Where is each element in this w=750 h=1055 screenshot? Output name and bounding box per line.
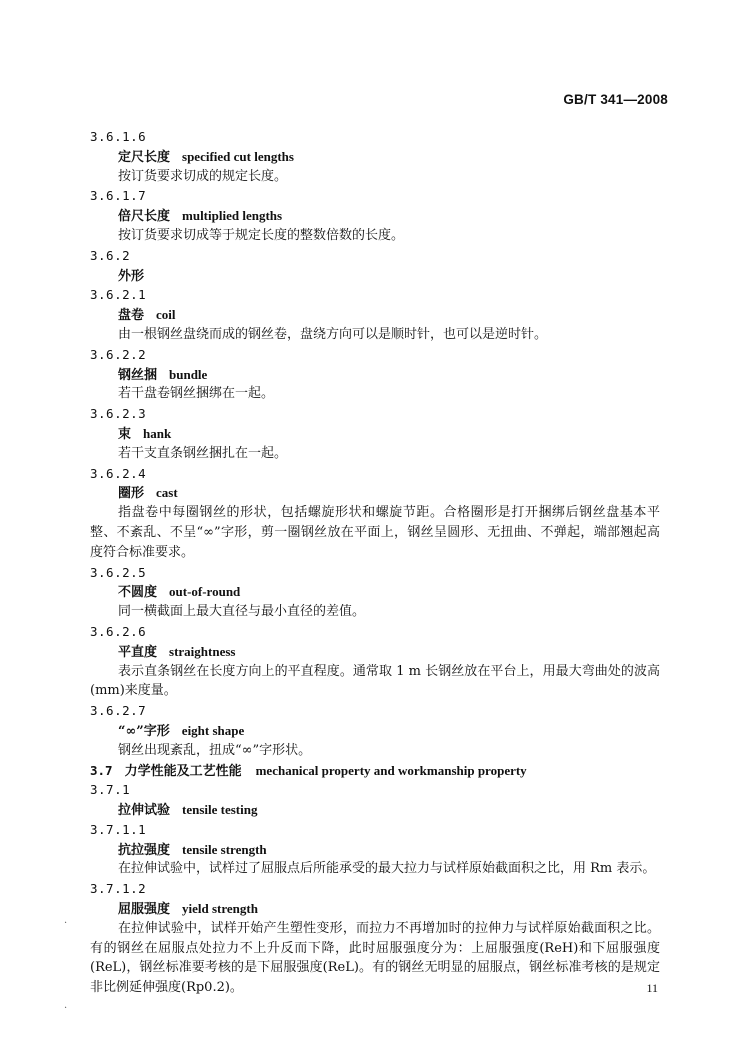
clause-number: 3.7.1 bbox=[90, 782, 131, 798]
clause-number: 3.6.2.3 bbox=[90, 406, 147, 422]
term-chinese: 屈服强度 bbox=[118, 902, 171, 918]
term-definition: 由一根钢丝盘绕而成的钢丝卷，盘绕方向可以是顺时针，也可以是逆时针。 bbox=[118, 326, 548, 342]
margin-mark: · bbox=[64, 918, 68, 929]
term-definition: 若干支直条钢丝捆扎在一起。 bbox=[118, 445, 288, 461]
term-chinese: 抗拉强度 bbox=[118, 842, 171, 858]
clause-number: 3.6.1.6 bbox=[90, 129, 147, 144]
clause-number: 3.6.2.2 bbox=[90, 346, 147, 362]
section-title-chinese: 力学性能及工艺性能 bbox=[124, 763, 242, 779]
term-chinese: “∞”字形 bbox=[118, 723, 170, 739]
term-english: specified cut lengths bbox=[182, 148, 294, 164]
document-body bbox=[90, 127, 660, 998]
term-entry bbox=[90, 206, 660, 226]
term-entry bbox=[90, 899, 660, 919]
term-chinese: 拉伸试验 bbox=[118, 803, 171, 819]
standard-code: GB/T 341—2008 bbox=[563, 92, 668, 107]
clause-number: 3.6.2.7 bbox=[90, 703, 147, 719]
term-english: cast bbox=[156, 485, 178, 501]
term-english: out-of-round bbox=[169, 584, 241, 600]
term-english: tensile strength bbox=[182, 841, 267, 857]
clause-number: 3.6.1.7 bbox=[90, 188, 147, 204]
term-definition: 在拉伸试验中，试样开始产生塑性变形，而拉力不再增加时的拉伸力与试样原始截面积之比。有的钢丝在屈服点处拉力不上升反而下降，此时屈服强度分为：上屈服强度(ReH)和下屈服强度(ReL)，钢丝标准要考核的是下屈服强度(ReL)。有的钢丝无明显的屈服点，钢丝标准考核的是规定非比例延伸强度(Rp0.2)。 bbox=[90, 920, 660, 996]
term-entry bbox=[90, 424, 660, 444]
margin-mark: · bbox=[64, 1003, 68, 1014]
term-entry bbox=[90, 147, 660, 167]
term-chinese: 定尺长度 bbox=[118, 149, 171, 165]
term-entry bbox=[90, 840, 660, 860]
term-definition: 指盘卷中每圈钢丝的形状，包括螺旋形状和螺旋节距。合格圈形是打开捆绑后钢丝盘基本平整、不紊乱、不呈“∞”字形，剪一圈钢丝放在平面上，钢丝呈圆形、无扭曲、不弹起，端部翘起高度符合标准要求。 bbox=[90, 505, 660, 560]
term-english: hank bbox=[143, 425, 172, 441]
term-chinese: 不圆度 bbox=[118, 585, 158, 601]
term-entry bbox=[90, 800, 660, 820]
section-heading bbox=[90, 761, 660, 781]
term-english: tensile testing bbox=[182, 802, 258, 818]
term-chinese: 外形 bbox=[118, 268, 145, 284]
term-chinese: 钢丝捆 bbox=[118, 367, 158, 383]
section-number: 3.7 bbox=[90, 762, 113, 778]
term-entry bbox=[90, 266, 660, 286]
term-english: bundle bbox=[169, 366, 208, 382]
clause-number: 3.6.2.4 bbox=[90, 465, 147, 481]
clause-number: 3.7.1.2 bbox=[90, 881, 147, 897]
term-chinese: 盘卷 bbox=[118, 308, 145, 324]
term-definition: 同一横截面上最大直径与最小直径的差值。 bbox=[118, 604, 366, 620]
term-definition: 按订货要求切成等于规定长度的整数倍数的长度。 bbox=[118, 227, 405, 243]
term-entry bbox=[90, 582, 660, 602]
term-entry bbox=[90, 483, 660, 503]
section-title-english: mechanical property and workmanship property bbox=[255, 762, 527, 778]
clause-number: 3.6.2.1 bbox=[90, 287, 147, 303]
term-chinese: 束 bbox=[118, 426, 132, 442]
term-english: yield strength bbox=[182, 901, 258, 917]
term-entry bbox=[90, 721, 660, 741]
term-definition: 在拉伸试验中，试样过了屈服点后所能承受的最大拉力与试样原始截面积之比，用 Rm 表示。 bbox=[118, 861, 656, 877]
term-chinese: 倍尺长度 bbox=[118, 209, 171, 225]
term-english: multiplied lengths bbox=[182, 208, 283, 224]
clause-number: 3.7.1.1 bbox=[90, 821, 147, 837]
term-english: eight shape bbox=[181, 722, 245, 738]
clause-number: 3.6.2.6 bbox=[90, 623, 147, 639]
term-definition: 钢丝出现紊乱，扭成“∞”字形状。 bbox=[118, 742, 312, 758]
term-chinese: 平直度 bbox=[118, 644, 158, 660]
term-english: straightness bbox=[169, 643, 236, 659]
term-definition: 按订货要求切成的规定长度。 bbox=[118, 168, 288, 184]
page-number: 11 bbox=[646, 981, 658, 995]
clause-number: 3.6.2.5 bbox=[90, 564, 147, 580]
clause-number: 3.6.2 bbox=[90, 247, 131, 263]
term-entry bbox=[90, 305, 660, 325]
term-chinese: 圈形 bbox=[118, 486, 145, 502]
term-entry bbox=[90, 642, 660, 662]
term-definition: 若干盘卷钢丝捆绑在一起。 bbox=[118, 386, 275, 402]
term-english: coil bbox=[156, 307, 176, 323]
term-definition: 表示直条钢丝在长度方向上的平直程度。通常取 1 m 长钢丝放在平台上，用最大弯曲处的波高(mm)来度量。 bbox=[90, 663, 660, 699]
term-entry bbox=[90, 365, 660, 385]
